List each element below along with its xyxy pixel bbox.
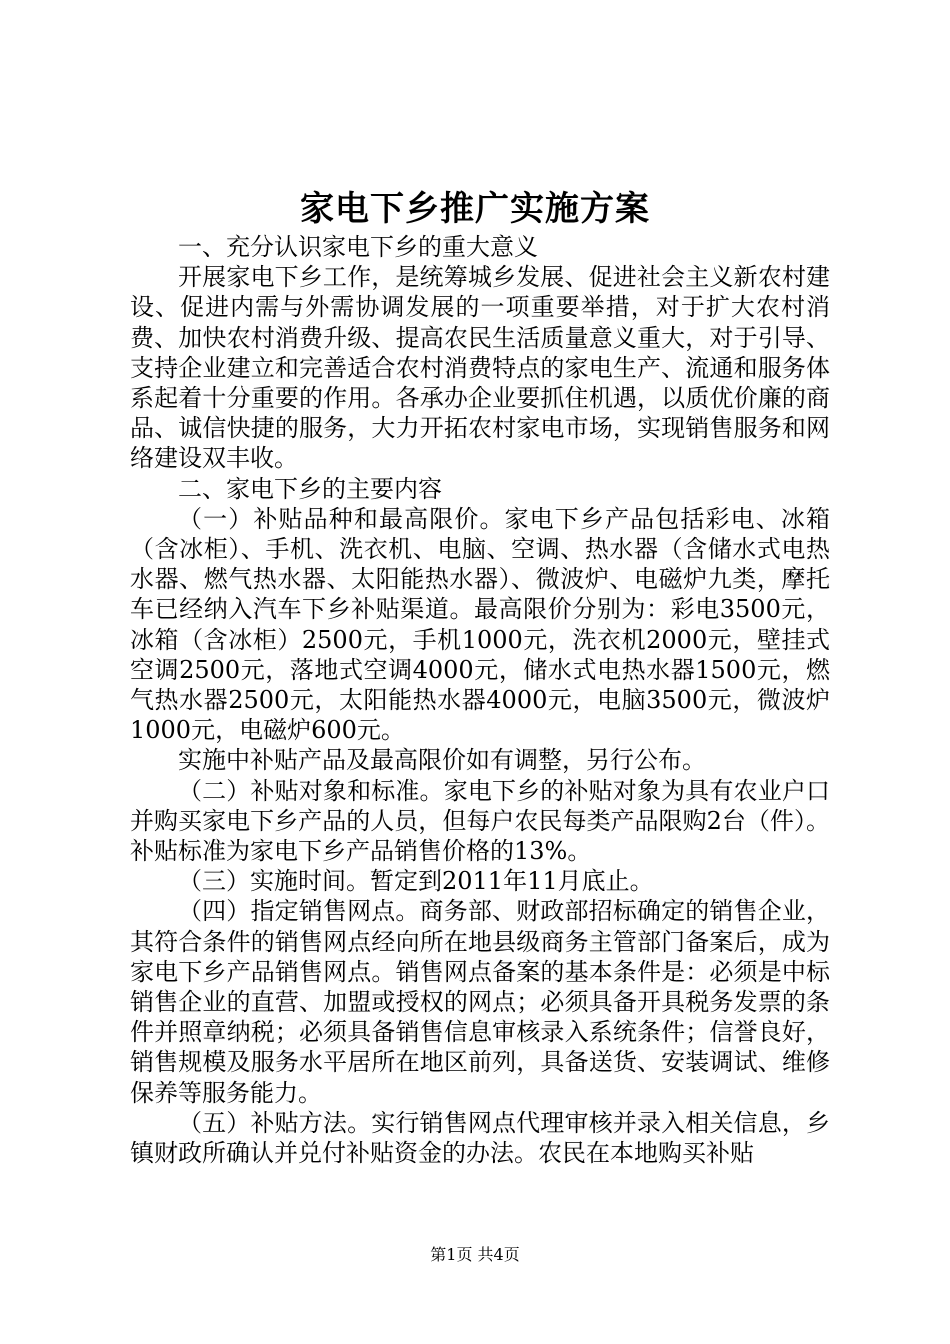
paragraph-subsidy-products: （一）补贴品种和最高限价。家电下乡产品包括彩电、冰箱（含冰柜）、手机、洗衣机、电脑、空调、热水器（含储水式电热水器、燃气热水器、太阳能热水器）、微波炉、电磁炉九类，摩托车已经纳入汽车下乡补贴渠道。最高限价分别为：彩电3500元，冰箱（含冰柜）2500元，手机1000元，洗衣机2000元，壁挂式空调2500元，落地式空调4000元，储水式电热水器1500元，燃气热水器2500元，太阳能热水器4000元，电脑3500元，微波炉1000元，电磁炉600元。: [130, 504, 830, 745]
paragraph-implementation-time: （三）实施时间。暂定到2011年11月底止。: [178, 867, 654, 896]
paragraph-adjustment-note: 实施中补贴产品及最高限价如有调整，另行公布。: [178, 746, 706, 775]
section-heading-1: 一、充分认识家电下乡的重大意义: [178, 233, 538, 261]
document-body: [130, 232, 830, 1168]
paragraph-subsidy-targets: （二）补贴对象和标准。家电下乡的补贴对象为具有农业户口并购买家电下乡产品的人员，但每户农民每类产品限购2台（件）。补贴标准为家电下乡产品销售价格的13%。: [130, 776, 830, 866]
page-indicator: 第1页 共4页: [430, 1245, 520, 1264]
section-heading-2: 二、家电下乡的主要内容: [178, 474, 442, 503]
paragraph-sales-outlets: （四）指定销售网点。商务部、财政部招标确定的销售企业，其符合条件的销售网点经向所在地县级商务主管部门备案后，成为家电下乡产品销售网点。销售网点备案的基本条件是：必须是中标销售企业的直营、加盟或授权的网点；必须具备开具税务发票的条件并照章纳税；必须具备销售信息审核录入系统条件；信誉良好，销售规模及服务水平居所在地区前列，具备送货、安装调试、维修保养等服务能力。: [130, 897, 830, 1107]
document-title: 家电下乡推广实施方案: [300, 189, 650, 229]
paragraph-subsidy-method: （五）补贴方法。实行销售网点代理审核并录入相关信息，乡镇财政所确认并兑付补贴资金的办法。农民在本地购买补贴: [130, 1108, 830, 1168]
paragraph-significance: 开展家电下乡工作，是统筹城乡发展、促进社会主义新农村建设、促进内需与外需协调发展的一项重要举措，对于扩大农村消费、加快农村消费升级、提高农民生活质量意义重大，对于引导、支持企业建立和完善适合农村消费特点的家电生产、流通和服务体系起着十分重要的作用。各承办企业要抓住机遇，以质优价廉的商品、诚信快捷的服务，大力开拓农村家电市场，实现销售服务和网络建设双丰收。: [130, 263, 830, 473]
